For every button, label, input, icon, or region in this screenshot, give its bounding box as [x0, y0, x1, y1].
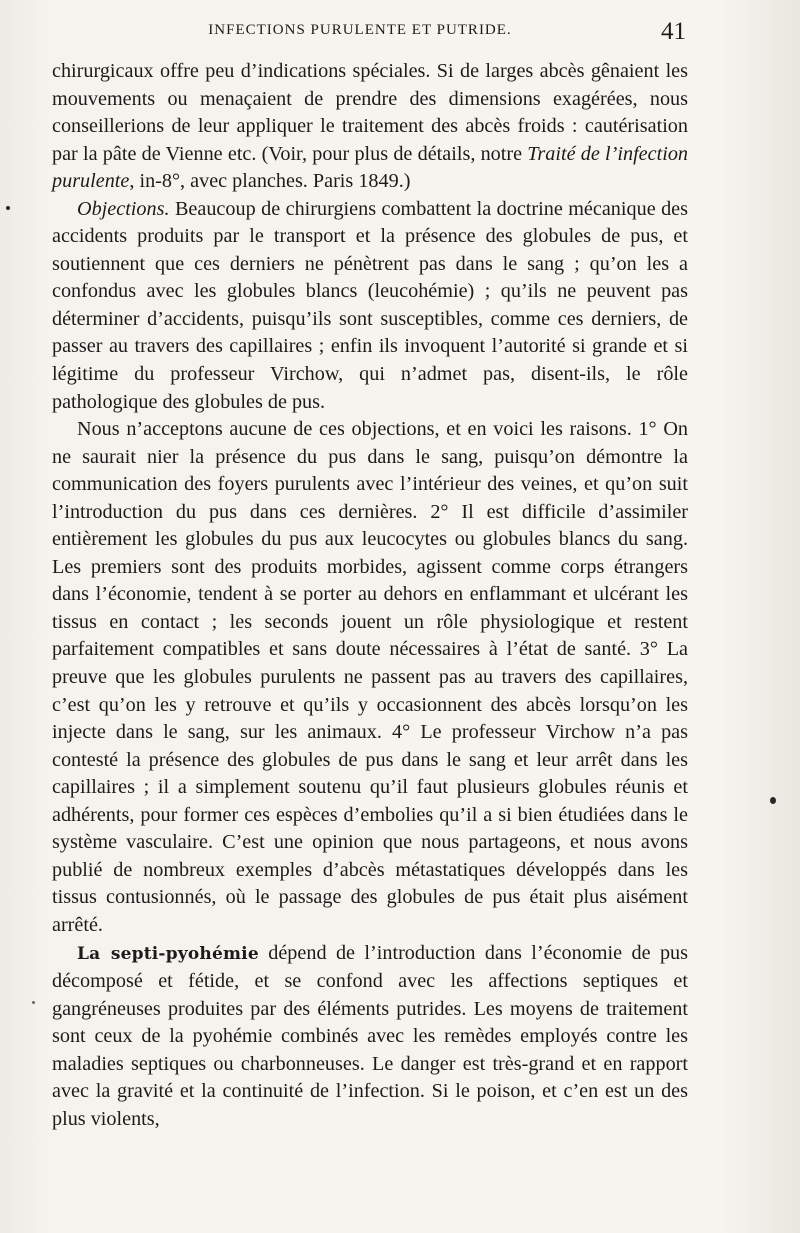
paragraph-septi-pyohemie-text: dépend de l’introduction dans l’économie de pus décomposé et fétide, et se confond avec les affections septiques et gangréneuses produites par des éléments putrides. Les moyens de traitement sont ceux de la pyohémie combinés avec les remèdes employés contre les maladies septiques ou charbonneuses. Le danger est très-grand et en rapport avec la gravité et la continuité de l’infection. Si le poison, et c’en est un des plus violents, — [52, 941, 688, 1130]
ink-speck — [770, 797, 776, 804]
page-number: 41 — [661, 18, 686, 45]
ink-speck — [6, 206, 10, 210]
paragraph-objections-text: Beaucoup de chirurgiens combattent la doctrine mécanique des accidents produits par le transport et la présence des globules de pus, et soutiennent que ces derniers ne pénètrent pas dans le sang ; qu’on les a confondus avec les globules blancs (leucohémie) ; qu’ils ne peuvent pas déterminer d’accidents, puisqu’ils sont susceptibles, comme ces derniers, de passer au travers des capillaires ; enfin ils invoquent l’autorité si grande et si légitime du professeur Virchow, qui n’admet pas, disent-ils, le rôle pathologique des globules de pus. — [52, 197, 688, 413]
paragraph-1-text-b: , in-8°, avec planches. Paris 1849.) — [129, 170, 411, 193]
paragraph-septi-pyohemie — [52, 940, 688, 1134]
objections-lead: Objections. — [77, 197, 170, 220]
body-text — [52, 58, 688, 1133]
ink-speck — [32, 1001, 35, 1004]
running-title: INFECTIONS PURULENTE ET PUTRIDE. — [208, 22, 512, 38]
paragraph-1-text-a: chirurgicaux offre peu d’indications spéciales. Si de larges abcès gênaient les mouvements ou menaçaient de prendre des dimensions exagérées, nous conseillerions de leur appliquer le traitement des abcès froids : cautérisation par la pâte de Vienne etc. (Voir, pour plus de détails, notre — [52, 60, 688, 165]
paragraph-1 — [52, 58, 688, 196]
septi-pyohemie-heading: La septi-pyohémie — [77, 943, 259, 964]
book-title-italic: Traité de l’infection purulente — [52, 142, 689, 193]
paragraph-objections — [52, 196, 688, 416]
paragraph-reasons: Nous n’acceptons aucune de ces objections, et en voici les raisons. 1° On ne saurait nier la présence du pus dans le sang, puisqu’on démontre la communication des foyers purulents avec l’intérieur des veines, et qu’on suit l’introduction du pus dans ces dernières. 2° Il est difficile d’assimiler entièrement les globules du pus aux leucocytes ou globules blancs du sang. Les premiers sont des produits morbides, agissent comme corps étrangers dans l’économie, tendent à se porter au dehors en enflammant et ulcérant les tissus en contact ; les seconds jouent un rôle physiologique et restent parfaitement compatibles et sans doute nécessaires à l’état de santé. 3° La preuve que les globules purulents ne passent pas au travers des capillaires, c’est qu’on les y retrouve et qu’ils y occasionnent des abcès lorsqu’on les injecte dans le sang, sur les animaux. 4° Le professeur Virchow n’a pas contesté la présence des globules de pus dans le sang et leur arrêt dans les capillaires ; il a simplement soutenu qu’il faut plusieurs globules réunis et adhérents, pour former ces espèces d’embolies qu’il a si bien étudiées dans le système vasculaire. C’est une opinion que nous partageons, et nous avons publié de nombreux exemples d’abcès métastatiques développés dans les tissus contusionnés, où le passage des globules de pus était plus aisément arrêté. — [52, 418, 688, 936]
